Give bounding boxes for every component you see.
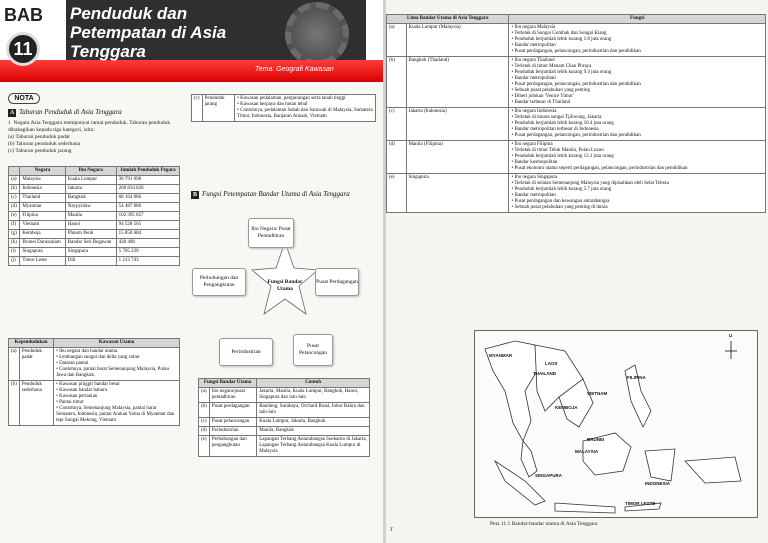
table-cell: (b) <box>199 403 210 418</box>
bullet-item: • Pusat perdagangan dan kewangan antarabangsa <box>511 199 763 205</box>
map-label: LAOS <box>545 361 558 366</box>
row-items <box>509 141 766 174</box>
bullet-item: • Pantai timur <box>56 400 177 406</box>
table-header: Contoh <box>257 379 370 388</box>
table-cell: Indonesia <box>20 185 65 194</box>
bullet-item: • Sebuah pusat pelabuhan yang penting di dunia <box>511 205 763 211</box>
bullet-item: • Kawasan pinggir bandar besar <box>56 382 177 388</box>
table-cell: (d) <box>199 427 210 436</box>
row-name: Penduduk sederhana <box>19 381 53 426</box>
row-label: (e) <box>387 174 407 213</box>
table-cell: 54 487 086 <box>116 203 179 212</box>
table-cell: 5 705 230 <box>116 248 179 257</box>
bullet-item: • Kawasan berpaya dan hutan tebal <box>237 102 373 108</box>
row-label: (a) <box>9 348 20 381</box>
bullet-item: • Kawasan pertanian <box>56 394 177 400</box>
bullet-list <box>237 96 373 120</box>
bullet-item: • Kawasan pedalaman, pergunungan serta tanah tinggi <box>237 96 373 102</box>
table-row <box>9 239 180 248</box>
table-cell: 102 395 857 <box>116 212 179 221</box>
bullet-item: • Ibu negara Thailand <box>511 58 763 64</box>
table-row <box>199 436 370 457</box>
row-items <box>509 24 766 57</box>
map-label: VIETNAM <box>587 391 608 396</box>
table-row <box>9 381 180 426</box>
bullet-item: • Bandar terbesar di Thailand <box>511 100 763 106</box>
row-items <box>509 174 766 213</box>
gear-decoration <box>285 2 349 66</box>
row-items <box>509 57 766 108</box>
table-row <box>9 221 180 230</box>
lima-bandar-table <box>386 14 766 213</box>
table-row <box>9 185 180 194</box>
row-name: Penduduk jarang <box>202 95 235 122</box>
section-a-letter: A <box>9 110 15 116</box>
table-row <box>387 174 766 213</box>
bullet-item: • Penduduk berjumlah lebih kurang 5.7 juta orang <box>511 187 763 193</box>
table-cell: Jakarta <box>65 185 116 194</box>
table-row <box>199 403 370 418</box>
bullet-item: • Ibu negara Malaysia <box>511 25 763 31</box>
bullet-list <box>511 142 763 172</box>
bullet-item: • Terletak di timur Teluk Manila, Pulau Luzon <box>511 148 763 154</box>
table-header <box>9 167 20 176</box>
row-items <box>509 108 766 141</box>
map-label: SINGAPURA <box>535 473 563 478</box>
table-cell: 15 850 684 <box>116 230 179 239</box>
table-header-row <box>9 167 180 176</box>
table-cell: Phnom Penh <box>65 230 116 239</box>
table-row <box>192 95 376 122</box>
table-header: Fungsi Bandar Utama <box>199 379 257 388</box>
table-cell: (e) <box>199 436 210 457</box>
table-cell: Thailand <box>20 194 65 203</box>
bullet-list <box>511 109 763 139</box>
bullet-item: • Bandar kosmopolitan <box>511 160 763 166</box>
bullet-item: • Lembangan sungai dan delta yang subur <box>56 355 177 361</box>
table-cell: Kemboja <box>20 230 65 239</box>
nota-badge: NOTA <box>8 93 40 104</box>
table-header: Ibu Negara <box>65 167 116 176</box>
table-cell: 30 791 098 <box>116 176 179 185</box>
table-cell: Dili <box>65 257 116 266</box>
right-page <box>386 0 768 543</box>
section-b-letter: B <box>192 192 197 198</box>
bullet-item: • Contohnya, pedalaman Sabah dan Sarawak di Malaysia, Sumatera Timur, Indonesia, Banjaran Annam, Vietnam <box>237 108 373 120</box>
table-cell: Vietnam <box>20 221 65 230</box>
map-label: TIMOR LESTE <box>625 501 656 506</box>
table-cell: Myanmar <box>20 203 65 212</box>
bullet-item: • Sebuah pusat pelabuhan yang penting <box>511 88 763 94</box>
table-cell: Hanoi <box>65 221 116 230</box>
table-row <box>9 230 180 239</box>
table-cell: Perhubungan dan pengangkutan <box>209 436 256 457</box>
point-number: 1 <box>8 120 11 126</box>
chapter-title: Penduduk dan Petempatan di Asia Tenggara <box>70 4 227 61</box>
table-header-row <box>387 15 766 24</box>
section-b-heading <box>191 190 376 199</box>
chapter-number: 11 <box>6 32 40 66</box>
row-city: Manila (Filipina) <box>406 141 509 174</box>
row-name: Penduduk padat <box>19 348 53 381</box>
table-cell: 1 213 743 <box>116 257 179 266</box>
bullet-item: • Terletak di Sungai Gombak dan Sungai Klang <box>511 31 763 37</box>
bullet-item: • Bandar metropolitan <box>511 76 763 82</box>
chapter-header <box>0 0 383 82</box>
table-cell: Filipina <box>20 212 65 221</box>
table-cell: 260 834 826 <box>116 185 179 194</box>
bullet-item: • Pusat perdagangan, pelancongan, perindustrian dan pendidikan <box>511 49 763 55</box>
table-row <box>9 203 180 212</box>
bullet-item: • Penduduk berjumlah lebih kurang 13.1 juta orang <box>511 154 763 160</box>
category-list <box>8 134 180 155</box>
table-cell: Lapangan Terbang Antarabangsa Soekarno di Jakarta, Lapangan Terbang Antarabangsa Kuala Lumpur di Malaysia <box>257 436 370 457</box>
section-a-heading <box>8 108 122 117</box>
table-cell: Bangkok <box>65 194 116 203</box>
table-row <box>9 248 180 257</box>
section-a-text <box>8 120 180 155</box>
table-cell: Bandung, Surabaya, Orchard Road, Johor Bahru dan lain-lain <box>257 403 370 418</box>
table-row <box>199 418 370 427</box>
table-cell: Manila, Bangkok <box>257 427 370 436</box>
table-cell: Naypyidaw <box>65 203 116 212</box>
bullet-item: • Terletak di muara sungai Tjiliwung, Jakarta <box>511 115 763 121</box>
point-text: Negara Asia Tenggara mempunyai ramai penduduk. Taburan penduduk dibahagikan kepada tiga kategori, iaitu: <box>8 120 171 133</box>
table-row <box>387 57 766 108</box>
section-a-title: Taburan Penduduk di Asia Tenggara <box>19 108 122 116</box>
table-row <box>199 388 370 403</box>
bullet-item: • Bandar metropolitan <box>511 193 763 199</box>
diagram-left-box: Perhubungan dan Pengangkutan <box>192 268 246 296</box>
table-cell: 68 164 086 <box>116 194 179 203</box>
bullet-item: • Penduduk berjumlah lebih kurang 9.4 juta orang <box>511 70 763 76</box>
table-cell: 94 528 565 <box>116 221 179 230</box>
row-items <box>235 95 376 122</box>
map-outline <box>475 331 759 519</box>
row-city: Bangkok (Thailand) <box>406 57 509 108</box>
category-item: (c) Taburan penduduk jarang <box>8 148 72 154</box>
bullet-item: • Ibu negara dan bandar utama <box>56 349 177 355</box>
diagram-bottom-right-box: Pusat Pelancongan <box>293 334 333 366</box>
row-city: Singapura <box>406 174 509 213</box>
diagram-top-box: Ibu Negara/ Pusat Pentadbiran <box>248 218 294 248</box>
table-cell: Manila <box>65 212 116 221</box>
row-city: Jakarta (Indonesia) <box>406 108 509 141</box>
table-cell: (d) <box>9 203 20 212</box>
table-cell: (c) <box>9 194 20 203</box>
table-cell: Timor Leste <box>20 257 65 266</box>
bullet-item: • Dataran pantai <box>56 361 177 367</box>
table-row <box>199 427 370 436</box>
table-header: Kawasan Utama <box>54 339 180 348</box>
diagram-right-box: Pusat Perdagangan <box>315 268 359 296</box>
table-cell: Kuala Lumpur <box>65 176 116 185</box>
bullet-list <box>511 25 763 55</box>
table-header: Kependudukan <box>9 339 54 348</box>
row-city: Kuala Lumpur (Malaysia) <box>406 24 509 57</box>
table-cell: Perindustrian <box>209 427 256 436</box>
table-cell: (h) <box>9 239 20 248</box>
table-cell: (a) <box>9 176 20 185</box>
row-label: (c) <box>192 95 203 122</box>
population-table <box>8 166 180 266</box>
bullet-item: • Contohnya, pantai barat Semenanjung Malaysia, Pulau Jawa dan Bangkok. <box>56 367 177 379</box>
diagram-center: Fungsi Bandar Utama <box>267 279 303 292</box>
table-cell: Singapura <box>65 248 116 257</box>
north-label: U <box>729 333 733 338</box>
bab-label: BAB <box>4 5 43 25</box>
table-cell: Pusat perdagangan <box>209 403 256 418</box>
table-header: Negara <box>20 167 65 176</box>
sea-map <box>474 330 758 518</box>
section-b-title: Fungsi Petempatan Bandar Utama di Asia Tenggara <box>202 190 350 198</box>
table-header: Lima Bandar Utama di Asia Tenggara <box>387 15 509 24</box>
table-row <box>9 257 180 266</box>
table-cell: (j) <box>9 257 20 266</box>
table-row <box>9 194 180 203</box>
bullet-item: • Pusat perdagangan, pelancongan, perindustrian dan pendidikan <box>511 82 763 88</box>
bullet-list <box>56 382 177 424</box>
bullet-item: • Contohnya, Semenanjung Malaysia, pantai barat Sumatera, Indonesia, pantai Arakan Yoma di Myanmar dan tepi Sungai Mekong, Vietnam <box>56 406 177 424</box>
table-row <box>9 176 180 185</box>
bullet-item: • Terletak di selatan Semenanjung Malaysia yang dipisahkan oleh Selat Tebrau <box>511 181 763 187</box>
table-cell: Singapura <box>20 248 65 257</box>
table-cell: Brunei Darussalam <box>20 239 65 248</box>
page-mark: T <box>390 527 394 533</box>
category-item: (b) Taburan penduduk sederhana <box>8 141 81 147</box>
table-cell: (f) <box>9 221 20 230</box>
map-label: MYANMAR <box>489 353 513 358</box>
bullet-item: • Pusat ekonomi utama seperti perdagangan, pelancongan, perindustrian dan pendidikan <box>511 166 763 172</box>
row-items <box>54 381 180 426</box>
bullet-item: • Bandar metropolitan <box>511 43 763 49</box>
row-label: (c) <box>387 108 407 141</box>
table-cell: Kuala Lumpur, Jakarta, Bangkok <box>257 418 370 427</box>
table-row <box>387 108 766 141</box>
bullet-item: • Diberi jolokan 'Venice Timur' <box>511 94 763 100</box>
map-label: FILIPINA <box>627 375 646 380</box>
bullet-list <box>56 349 177 379</box>
table-cell: (a) <box>199 388 210 403</box>
table-cell: (g) <box>9 230 20 239</box>
table-cell: (b) <box>9 185 20 194</box>
bullet-list <box>511 175 763 211</box>
bullet-item: • Bandar metropolitan terbesar di Indonesia <box>511 127 763 133</box>
table-cell: Bandar Seri Begawan <box>65 239 116 248</box>
table-cell: Pusat pelancongan <box>209 418 256 427</box>
row-label: (d) <box>387 141 407 174</box>
category-item: (a) Taburan penduduk padat <box>8 134 70 140</box>
map-caption: Peta 11.1 Bandar-bandar utama di Asia Tenggara <box>490 521 598 527</box>
bullet-item: • Ibu negara Indonesia <box>511 109 763 115</box>
row-label: (b) <box>9 381 20 426</box>
left-page <box>0 0 383 543</box>
map-label: INDONESIA <box>645 481 671 486</box>
bullet-item: • Ibu negara Singapura <box>511 175 763 181</box>
map-label: BRUNEI <box>587 437 605 442</box>
diagram-bottom-left-box: Perindustrian <box>219 338 273 366</box>
row-label: (a) <box>387 24 407 57</box>
map-label: MALAYSIA <box>575 449 599 454</box>
row-label: (b) <box>387 57 407 108</box>
bullet-item: • Penduduk berjumlah lebih kurang 10.4 juta orang <box>511 121 763 127</box>
table-header-row <box>9 339 180 348</box>
table-header: Jumlah Penduduk Pegara <box>116 167 179 176</box>
table-header: Fungsi <box>509 15 766 24</box>
table-cell: (e) <box>9 212 20 221</box>
bullet-item: • Penduduk berjumlah lebih kurang 1.8 juta orang <box>511 37 763 43</box>
bullet-list <box>511 58 763 106</box>
fungsi-table <box>198 378 370 457</box>
table-row <box>9 348 180 381</box>
map-label: KEMBOJA <box>555 405 578 410</box>
table-cell: 428 408 <box>116 239 179 248</box>
table-cell: Jakarta, Manila, Kuala Lumpur, Bangkok, Hanoi, Singapura dan lain-lain <box>257 388 370 403</box>
table-cell: Malaysia <box>20 176 65 185</box>
kependudukan-table <box>8 338 180 426</box>
row-items <box>54 348 180 381</box>
bullet-item: • Terletak di timur Menam Chao Phraya <box>511 64 763 70</box>
bullet-item: • Pusat perdagangan, pelancongan, perindustrian dan pendidikan <box>511 133 763 139</box>
table-cell: (c) <box>199 418 210 427</box>
table-cell: (i) <box>9 248 20 257</box>
map-label: THAILAND <box>533 371 556 376</box>
table-row <box>387 141 766 174</box>
bullet-item: • Kawasan bandar baharu <box>56 388 177 394</box>
table-header-row <box>199 379 370 388</box>
table-row <box>387 24 766 57</box>
theme-label: Tema: Geografi Kawasan <box>255 66 334 73</box>
table-row <box>9 212 180 221</box>
bullet-item: • Ibu negara Filipina <box>511 142 763 148</box>
penduduk-jarang-table <box>191 94 376 122</box>
table-cell: Ibu negara/pusat pentadbiran <box>209 388 256 403</box>
